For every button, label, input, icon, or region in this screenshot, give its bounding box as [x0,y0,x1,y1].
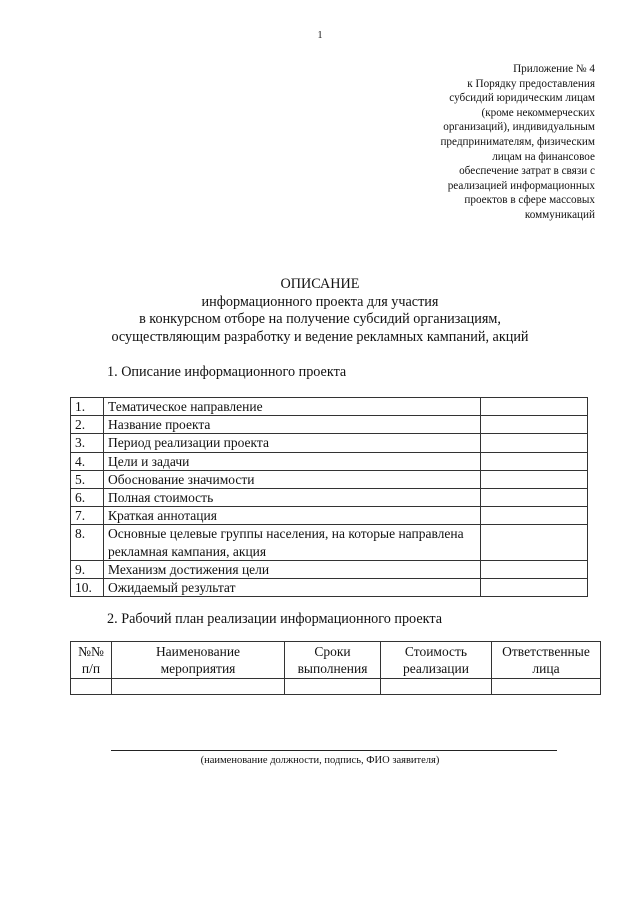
row-number: 4. [71,452,104,470]
title-main: ОПИСАНИЕ [280,276,360,292]
header-line: выполнения [297,661,368,676]
header-line: п/п [81,661,101,676]
header-line: Наименование [155,644,241,659]
header-line: Стоимость [404,644,468,659]
header-line: Ответственные [502,644,590,659]
annex-line: Приложение № 4 [513,63,595,75]
table-row [71,416,588,434]
row-number: 1. [71,398,104,416]
header-line: реализации [403,661,469,676]
empty-cell[interactable] [71,679,112,695]
row-label: Основные целевые группы населения, на которые направлена рекламная кампания, акция [104,525,481,560]
row-value-cell[interactable] [481,398,588,416]
project-description-table [70,397,588,597]
annex-header [375,62,595,223]
row-value-cell[interactable] [481,452,588,470]
signature-line [111,750,557,751]
column-header-number [71,642,112,679]
row-number: 7. [71,507,104,525]
signature-caption: (наименование должности, подпись, ФИО заявителя) [200,755,440,766]
annex-line: субсидий юридическим лицам [449,92,595,105]
page-number: 1 [317,30,323,41]
annex-line: (кроме некоммерческих [481,106,595,119]
column-header-cost [381,642,492,679]
row-label: Полная стоимость [104,489,481,507]
row-number: 2. [71,416,104,434]
row-number: 5. [71,470,104,488]
table-row [71,507,588,525]
header-line: мероприятия [160,661,236,676]
header-line: Сроки [314,644,351,659]
table-row [71,452,588,470]
row-value-cell[interactable] [481,470,588,488]
annex-line: обеспечение затрат в связи с [459,165,595,178]
column-header-event [112,642,285,679]
row-label: Название проекта [104,416,481,434]
row-value-cell[interactable] [481,525,588,560]
empty-cell[interactable] [112,679,285,695]
annex-line: проектов в сфере массовых [464,194,595,207]
row-number: 3. [71,434,104,452]
row-label: Период реализации проекта [104,434,481,452]
column-header-responsible [492,642,601,679]
empty-cell[interactable] [492,679,601,695]
table-row [71,398,588,416]
row-value-cell[interactable] [481,579,588,597]
work-plan-table [70,641,601,695]
table-row [71,489,588,507]
table-header-row [71,642,601,679]
row-label: Цели и задачи [104,452,481,470]
row-label: Краткая аннотация [104,507,481,525]
section-2-heading: 2. Рабочий план реализации информационного проекта [107,611,442,627]
row-number: 10. [71,579,104,597]
title-line: в конкурсном отборе на получение субсидий организациям, [139,311,501,328]
row-value-cell[interactable] [481,434,588,452]
header-line: лица [532,661,560,676]
row-number: 6. [71,489,104,507]
table-row [71,434,588,452]
row-value-cell[interactable] [481,416,588,434]
row-value-cell[interactable] [481,560,588,578]
table-row [71,579,588,597]
header-line: №№ [78,644,104,659]
row-value-cell[interactable] [481,489,588,507]
row-label: Ожидаемый результат [104,579,481,597]
title-line: информационного проекта для участия [201,293,439,310]
title-line: осуществляющим разработку и ведение рекламных кампаний, акций [111,328,529,345]
column-header-terms [285,642,381,679]
empty-cell[interactable] [381,679,492,695]
annex-line: к Порядку предоставления [467,77,595,90]
row-number: 9. [71,560,104,578]
row-label: Тематическое направление [104,398,481,416]
annex-line: реализацией информационных [447,179,595,192]
row-number: 8. [71,525,104,560]
empty-cell[interactable] [285,679,381,695]
table-row [71,679,601,695]
row-label: Механизм достижения цели [104,560,481,578]
table-row [71,560,588,578]
annex-line: предпринимателям, физическим [440,135,595,148]
document-title [0,276,640,346]
row-label: Обоснование значимости [104,470,481,488]
annex-line: организаций), индивидуальным [443,121,595,134]
annex-line: коммуникаций [524,208,595,221]
section-1-heading: 1. Описание информационного проекта [107,364,347,380]
row-value-cell[interactable] [481,507,588,525]
table-row [71,525,588,560]
annex-line: лицам на финансовое [492,150,595,163]
table-row [71,470,588,488]
